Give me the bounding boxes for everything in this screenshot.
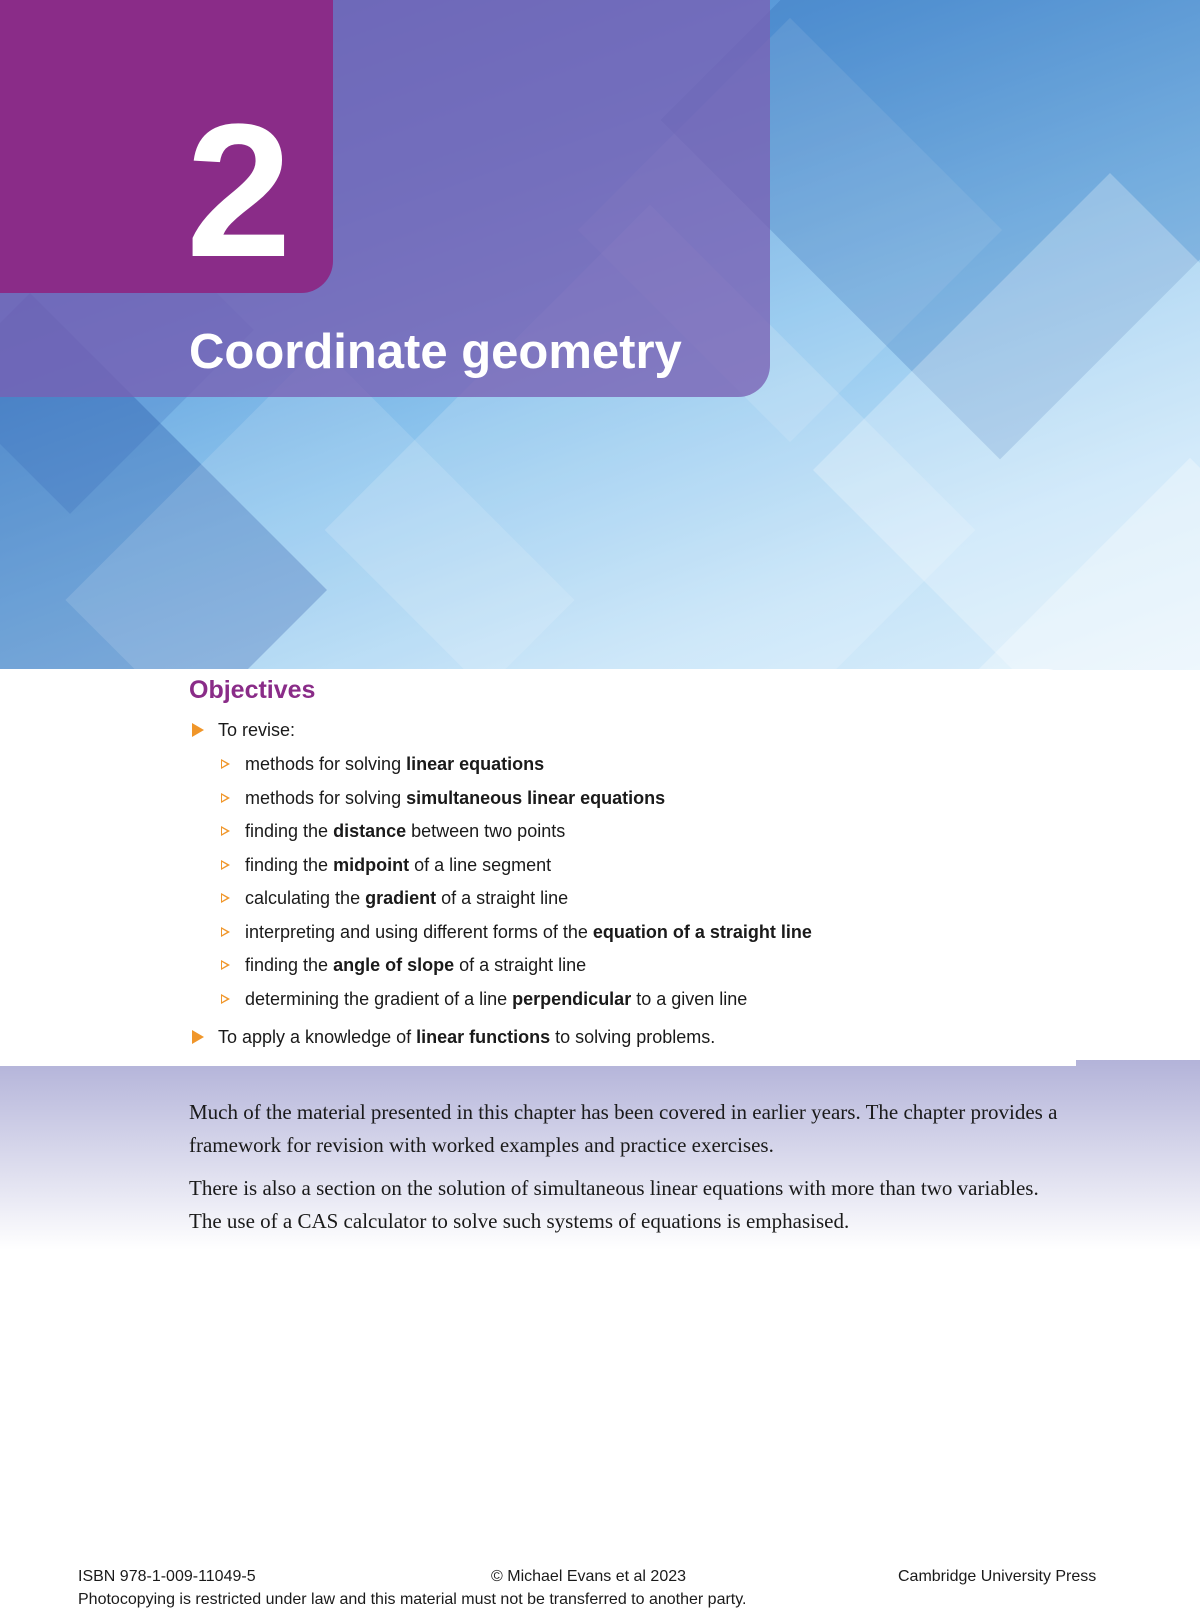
objective-text: interpreting and using different forms of the	[245, 922, 593, 942]
objective-keyword: equation of a straight line	[592, 922, 812, 942]
objective-text: calculating the	[245, 888, 366, 908]
triangle-bullet-icon	[192, 1030, 204, 1044]
objective-keyword: linear functions	[416, 1027, 551, 1047]
intro-paragraph-2: There is also a section on the solution of simultaneous linear equations with more than two variables. The use of a CAS calculator to solve such systems of equations is emphasised.	[189, 1176, 1039, 1233]
objective-text: determining the gradient of a line	[245, 989, 513, 1009]
objective-text: To apply a knowledge of	[218, 1027, 417, 1047]
hollow-triangle-bullet-icon	[221, 927, 230, 937]
objective-subitem	[245, 786, 665, 810]
objective-text: methods for solving	[245, 788, 407, 808]
footer-notice: Photocopying is restricted under law and this material must not be transferred to another party.	[78, 1591, 747, 1608]
objective-keyword: simultaneous linear equations	[406, 788, 666, 808]
objective-text: finding the	[245, 821, 334, 841]
objective-text: to solving problems.	[550, 1027, 716, 1047]
objective-text: of a line segment	[409, 855, 552, 875]
objective-item	[218, 718, 295, 742]
objective-text: finding the	[245, 955, 334, 975]
footer-isbn: ISBN 978-1-009-11049-5	[78, 1568, 256, 1585]
objective-keyword: distance	[333, 821, 407, 841]
chapter-banner	[0, 0, 1200, 670]
objective-subitem	[245, 886, 568, 910]
objective-subitem	[245, 853, 551, 877]
footer-copyright: © Michael Evans et al 2023	[491, 1568, 687, 1585]
chapter-title: Coordinate geometry	[189, 325, 682, 379]
objective-keyword: angle of slope	[333, 955, 455, 975]
objective-subitem	[245, 987, 747, 1011]
hollow-triangle-bullet-icon	[221, 893, 230, 903]
objective-text: To revise:	[218, 720, 296, 740]
hollow-triangle-bullet-icon	[221, 793, 230, 803]
objective-text: of a straight line	[454, 955, 587, 975]
intro-paragraph-1: Much of the material presented in this chapter has been covered in earlier years. The chapter provides a framework for revision with worked examples and practice exercises.	[189, 1100, 1058, 1157]
triangle-bullet-icon	[192, 723, 204, 737]
objective-keyword: perpendicular	[512, 989, 632, 1009]
objective-subitem	[245, 752, 544, 776]
objective-text: finding the	[245, 855, 334, 875]
objective-keyword: midpoint	[333, 855, 410, 875]
objective-subitem	[245, 953, 586, 977]
hollow-triangle-bullet-icon	[221, 826, 230, 836]
hollow-triangle-bullet-icon	[221, 860, 230, 870]
footer-publisher: Cambridge University Press	[898, 1568, 1097, 1585]
hollow-triangle-bullet-icon	[221, 994, 230, 1004]
objective-text: of a straight line	[436, 888, 569, 908]
objective-text: methods for solving	[245, 754, 407, 774]
chapter-number: 2	[186, 85, 288, 297]
objective-subitem	[245, 920, 812, 944]
objective-keyword: linear equations	[406, 754, 545, 774]
objectives-heading: Objectives	[189, 676, 316, 704]
hollow-triangle-bullet-icon	[221, 960, 230, 970]
hollow-triangle-bullet-icon	[221, 759, 230, 769]
objective-keyword: gradient	[365, 888, 437, 908]
objective-item	[218, 1025, 715, 1049]
objective-text: to a given line	[631, 989, 748, 1009]
objective-subitem	[245, 819, 565, 843]
objective-text: between two points	[406, 821, 566, 841]
